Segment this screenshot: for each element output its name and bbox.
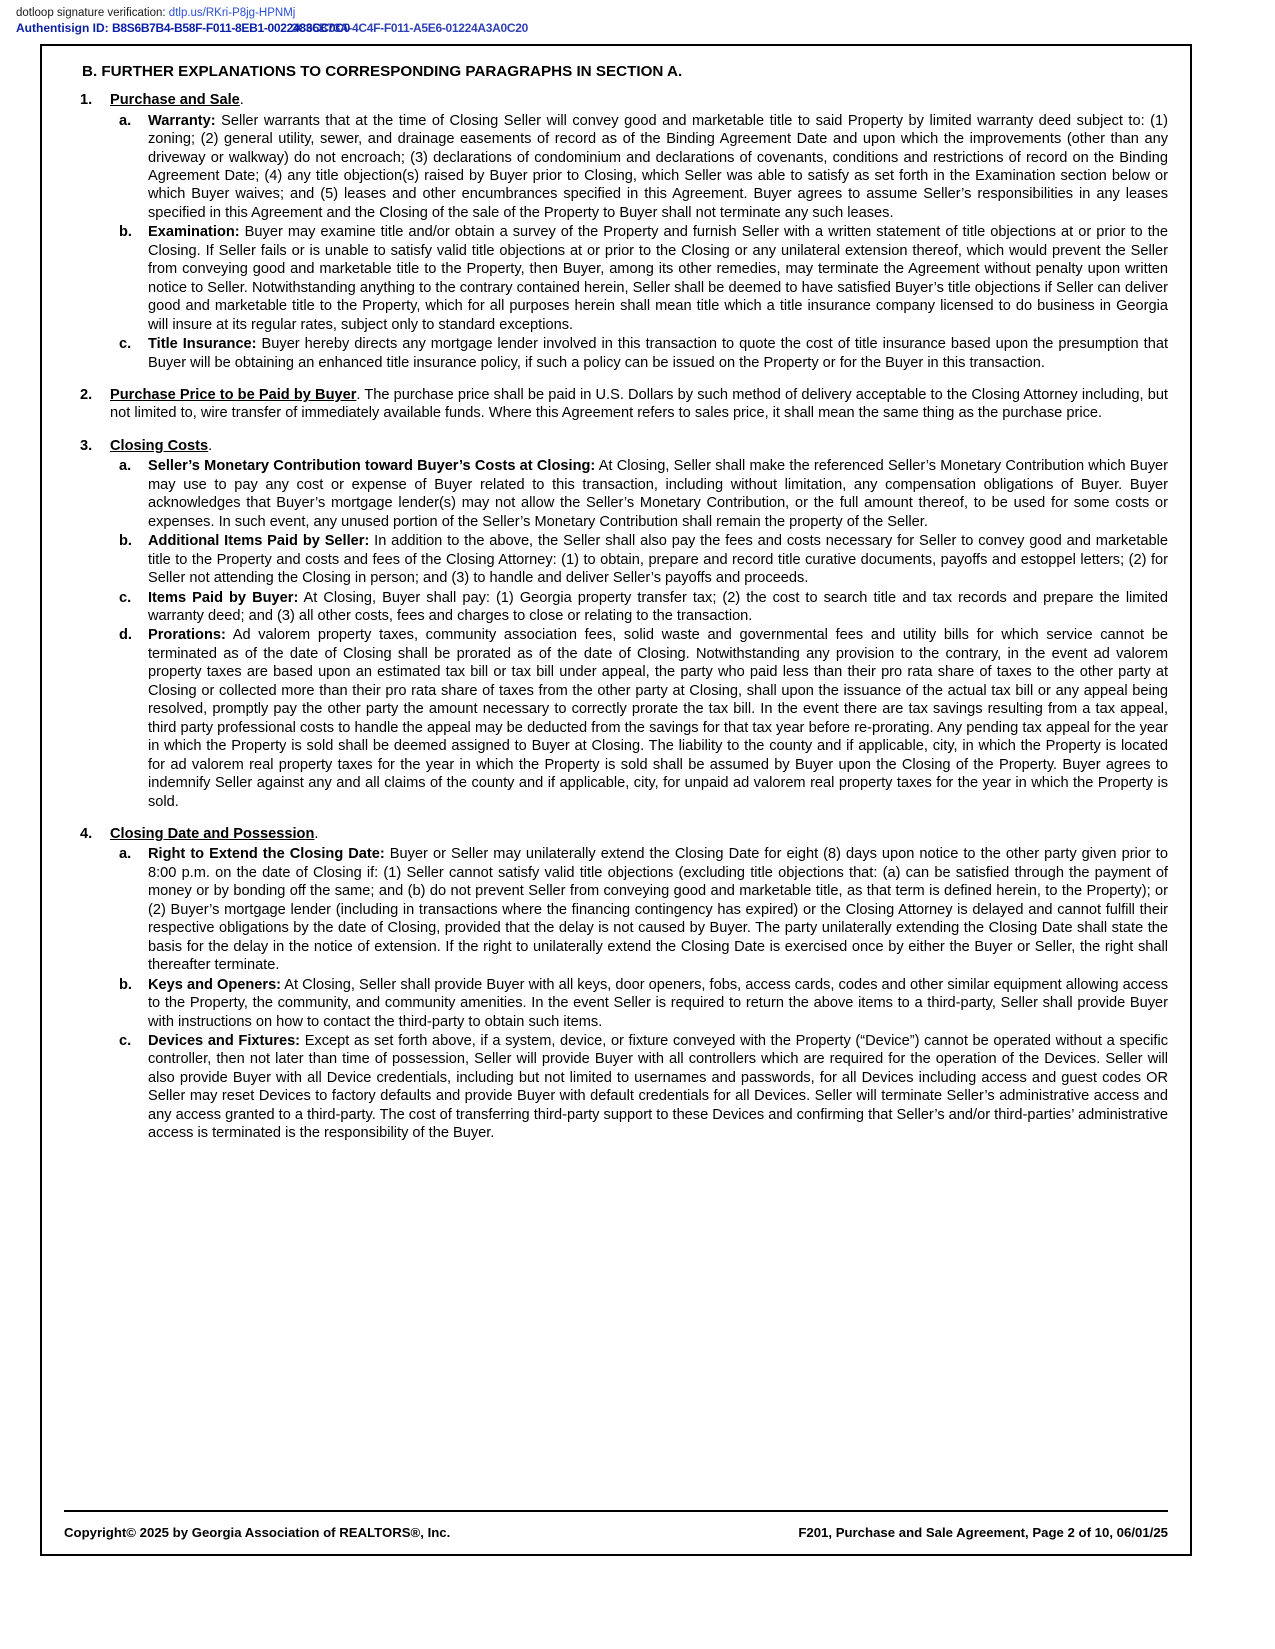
list-item (64, 386, 1168, 423)
sub-item-text: Buyer hereby directs any mortgage lender involved in this transaction to quote the cost of title insurance based upon the presumption that Buyer will be obtaining an enhanced title insurance policy, if such a policy can be issued on the Property or for the Buyer in this transaction. (148, 336, 1169, 371)
copyright-text: Copyright© 2025 by Georgia Association of REALTORS®, Inc. (64, 1525, 451, 1540)
sub-item-head: Examination: (148, 224, 240, 241)
list-item (110, 532, 1168, 587)
item-title: Purchase Price to be Paid by Buyer (110, 387, 357, 404)
sub-item-marker: b. (119, 976, 132, 993)
sub-item-head: Right to Extend the Closing Date: (148, 846, 385, 863)
page-footer (64, 1525, 1168, 1540)
list-item (110, 112, 1168, 223)
item-heading-line (110, 91, 1168, 109)
item-paragraph (110, 386, 1168, 423)
sub-item-marker: b. (119, 533, 132, 550)
item-title: Purchase and Sale (110, 92, 240, 109)
list-item (110, 589, 1168, 626)
dotloop-stamp-line (16, 6, 536, 20)
item-title-suffix: . (314, 825, 319, 842)
authentisign-label: Authentisign ID: (16, 21, 109, 36)
list-item (110, 457, 1168, 531)
item-title-suffix: . (356, 387, 361, 404)
sub-item-text: Seller warrants that at the time of Closing Seller will convey good and marketable title to said Property by limited warranty deed subject to: (1) zoning; (2) general utility, sewer, and drainage easements of record as of the Binding Agreement Date and upon which the improvements (other than any driveway or walkway) do not encroach; (3) declarations of condominium and declarations of covenants, conditions and restrictions of record on the Binding Agreement Date; (4) any title objection(s) raised by Buyer prior to Closing, which Seller was able to satisfy as set forth in the Examination section below or which Buyer waives; and (5) leases and other encumbrances specified in this Agreement. Buyer agrees to assume Seller’s responsibilities in any leases specified in this Agreement and the Closing of the sale of the Property to Buyer shall not terminate any such leases. (148, 112, 1168, 221)
sub-item-text: At Closing, Seller shall make the referenced Seller’s Monetary Contribution which Buyer may use to pay any cost or expense of Buyer related to this transaction, including without limitation, any compensation obligations of Buyer. Buyer acknowledges that Buyer’s mortgage lender(s) may not allow the Seller’s Monetary Contribution, or the full amount thereof, to be used for some costs or expenses. In such event, any unused portion of the Seller’s Monetary Contribution shall remain the property of the Seller. (148, 458, 1168, 530)
sub-item-marker: c. (119, 589, 132, 606)
sub-item-head: Seller’s Monetary Contribution toward Buyer’s Costs at Closing: (148, 458, 596, 475)
sub-item-head: Title Insurance: (148, 336, 257, 353)
item-title-suffix: . (208, 437, 213, 454)
list-item (64, 437, 1168, 811)
item-title: Closing Date and Possession (110, 825, 315, 842)
form-reference: F201, Purchase and Sale Agreement, Page 2 of 10, 06/01/25 (798, 1525, 1168, 1540)
authentisign-id: B8S6B7B4-B58F-F011-8EB1-0022483CC0C0 (112, 21, 350, 36)
sub-item-head: Warranty: (148, 112, 216, 129)
sub-item-marker: a. (119, 112, 132, 129)
list-item (64, 91, 1168, 372)
sub-item-head: Prorations: (148, 627, 226, 644)
sub-item-text: Ad valorem property taxes, community association fees, solid waste and governmental fees and utility bills for which service cannot be terminated as of the date of Closing shall be prorated as of the date of Closing. Notwithstanding any provision to the contrary, in the event ad valorem property taxes are based upon an estimated tax bill or tax bill under appeal, the party who paid less than their pro rata share of taxes to the other party at Closing or collected more than their pro rata share of taxes from the other party at Closing, shall upon the issuance of the actual tax bill or any appeal being resolved, promptly pay the other party the amount necessary to correctly prorate the tax bill. In the event there are tax savings resulting from a tax appeal, third party professional costs to handle the appeal may be deducted from the savings for that tax year before re-prorating. Any pending tax appeal for the year in which the Property is sold shall be deemed assigned to Buyer at Closing. The liability to the county and if applicable, city, in which the Property is located for ad valorem real property taxes for the year in which the Property is sold shall be assumed by Buyer upon the Closing of the Property. Buyer agrees to indemnify Seller against any and all claims of the county and if applicable, city, for unpaid ad valorem real property taxes for the year in which the Property is sold. (148, 627, 1168, 810)
section-heading: B. FURTHER EXPLANATIONS TO CORRESPONDING PARAGRAPHS IN SECTION A. (82, 63, 683, 80)
sub-item-text: At Closing, Buyer shall pay: (1) Georgia property transfer tax; (2) the cost to search title and tax records and prepare the limited warranty deed; and (3) all other costs, fees and charges to close or relating to the transaction. (148, 589, 1168, 624)
sub-item-marker: b. (119, 224, 132, 241)
list-item (64, 825, 1168, 1143)
dotloop-label: dotloop signature verification: (16, 7, 166, 19)
signature-verification-stamp (16, 6, 536, 36)
sub-item-head: Devices and Fixtures: (148, 1032, 301, 1049)
document-body (42, 46, 1190, 1143)
sub-item-marker: c. (119, 336, 132, 353)
numbered-list (64, 91, 1168, 1142)
item-number: 3. (80, 437, 93, 454)
item-number: 4. (80, 825, 93, 842)
list-item (110, 1032, 1168, 1143)
item-number: 2. (80, 387, 93, 404)
list-item (110, 626, 1168, 811)
sub-item-marker: a. (119, 458, 132, 475)
sub-item-marker: a. (119, 846, 132, 863)
sub-item-text: Buyer or Seller may unilaterally extend the Closing Date for eight (8) days upon notice to the other party given prior to 8:00 p.m. on the date of Closing if: (1) Seller cannot satisfy valid title objections (excluding title objections that: (a) can be satisfied through the payment of money or by bonding off the same; and (b) do not prevent Seller from conveying good and marketable title, as that term is defined herein, to the Property); or (2) Buyer’s mortgage lender (including in transactions where the financing contingency has expired) or the Closing Attorney is delayed and cannot fulfill their respective obligations by the date of Closing, provided that the delay is not caused by Buyer. The party unilaterally extending the Closing Date shall state the basis for the delay in the notice of extension. If the right to unilaterally extend the Closing Date is exercised once by either the Buyer or Seller, the right shall thereafter terminate. (148, 846, 1168, 974)
item-title: Closing Costs (110, 437, 209, 454)
list-item (110, 223, 1168, 334)
sub-item-marker: c. (119, 1032, 132, 1049)
item-heading-line (110, 825, 1168, 843)
item-heading-line (110, 437, 1168, 455)
authentisign-id-overlap: 3C65B73A-4C4F-F011-A5E6-01224A3A0C20 (291, 21, 529, 36)
sub-item-text: Except as set forth above, if a system, device, or fixture conveyed with the Property (“Device”) cannot be operated without a specific controller, then not later than time of possession, Seller will provide Buyer with all controllers which are required for the operation of the Devices. Seller will also provide Buyer with all Device credentials, including but not limited to usernames and passwords, for all Devices including access and guest codes OR Seller may reset Devices to factory defaults and provide Buyer with default credentials for all Devices. Seller will terminate Seller’s administrative access and any access granted to a third-party. The cost of transferring third-party support to these Devices and confirming that Seller’s and/or third-parties’ administrative access is terminated is the responsibility of the Buyer. (148, 1032, 1168, 1142)
list-item (110, 845, 1168, 974)
sub-item-head: Keys and Openers: (148, 976, 282, 993)
item-title-suffix: . (239, 92, 244, 109)
sub-list (110, 112, 1168, 372)
item-number: 1. (80, 92, 93, 109)
sub-item-text: Buyer may examine title and/or obtain a survey of the Property and furnish Seller with a written statement of title objections at or prior to the Closing. If Seller fails or is unable to satisfy valid title objections at or prior to the Closing or any unilateral extension thereof, which would prevent the Seller from conveying good and marketable title to the Property, then Buyer, among its other remedies, may terminate the Agreement without penalty upon written notice to Seller. Notwithstanding anything to the contrary contained herein, Seller shall be deemed to have satisfied Buyer’s title objections if Seller can deliver good and marketable title to the Property, which for all purposes herein shall mean title which a title insurance company licensed to do business in Georgia will insure at its regular rates, subject only to standard exceptions. (148, 224, 1168, 333)
dotloop-verification-link[interactable]: dtlp.us/RKri-P8jg-HPNMj (168, 7, 296, 19)
sub-item-marker: d. (119, 627, 132, 644)
authentisign-stamp-line (16, 21, 536, 36)
sub-item-head: Items Paid by Buyer: (148, 589, 299, 606)
sub-item-head: Additional Items Paid by Seller: (148, 533, 370, 550)
list-item (110, 335, 1168, 372)
footer-divider (64, 1510, 1168, 1512)
document-page (40, 44, 1192, 1556)
sub-list (110, 845, 1168, 1142)
sub-item-text: In addition to the above, the Seller shall also pay the fees and costs necessary for Seller to convey good and marketable title to the Property and costs and fees of the Closing Attorney: (1) to obtain, prepare and record title curative documents, payoffs and estoppel letters; (2) for Seller not attending the Closing in person; and (3) to handle and deliver Seller’s payoffs and proceeds. (148, 533, 1168, 587)
list-item (110, 976, 1168, 1031)
sub-item-text: At Closing, Seller shall provide Buyer with all keys, door openers, fobs, access cards, codes and other similar equipment allowing access to the Property, the community, and community amenities. In the event Seller is required to return the above items to a third-party, Seller shall provide Buyer with instructions on how to contact the third-party to obtain such items. (148, 976, 1168, 1030)
item-text: The purchase price shall be paid in U.S. Dollars by such method of delivery acceptable to the Closing Attorney including, but not limited to, wire transfer of immediately available funds. Where this Agreement refers to sales price, it shall mean the same thing as the purchase price. (110, 387, 1168, 422)
sub-list (110, 457, 1168, 811)
